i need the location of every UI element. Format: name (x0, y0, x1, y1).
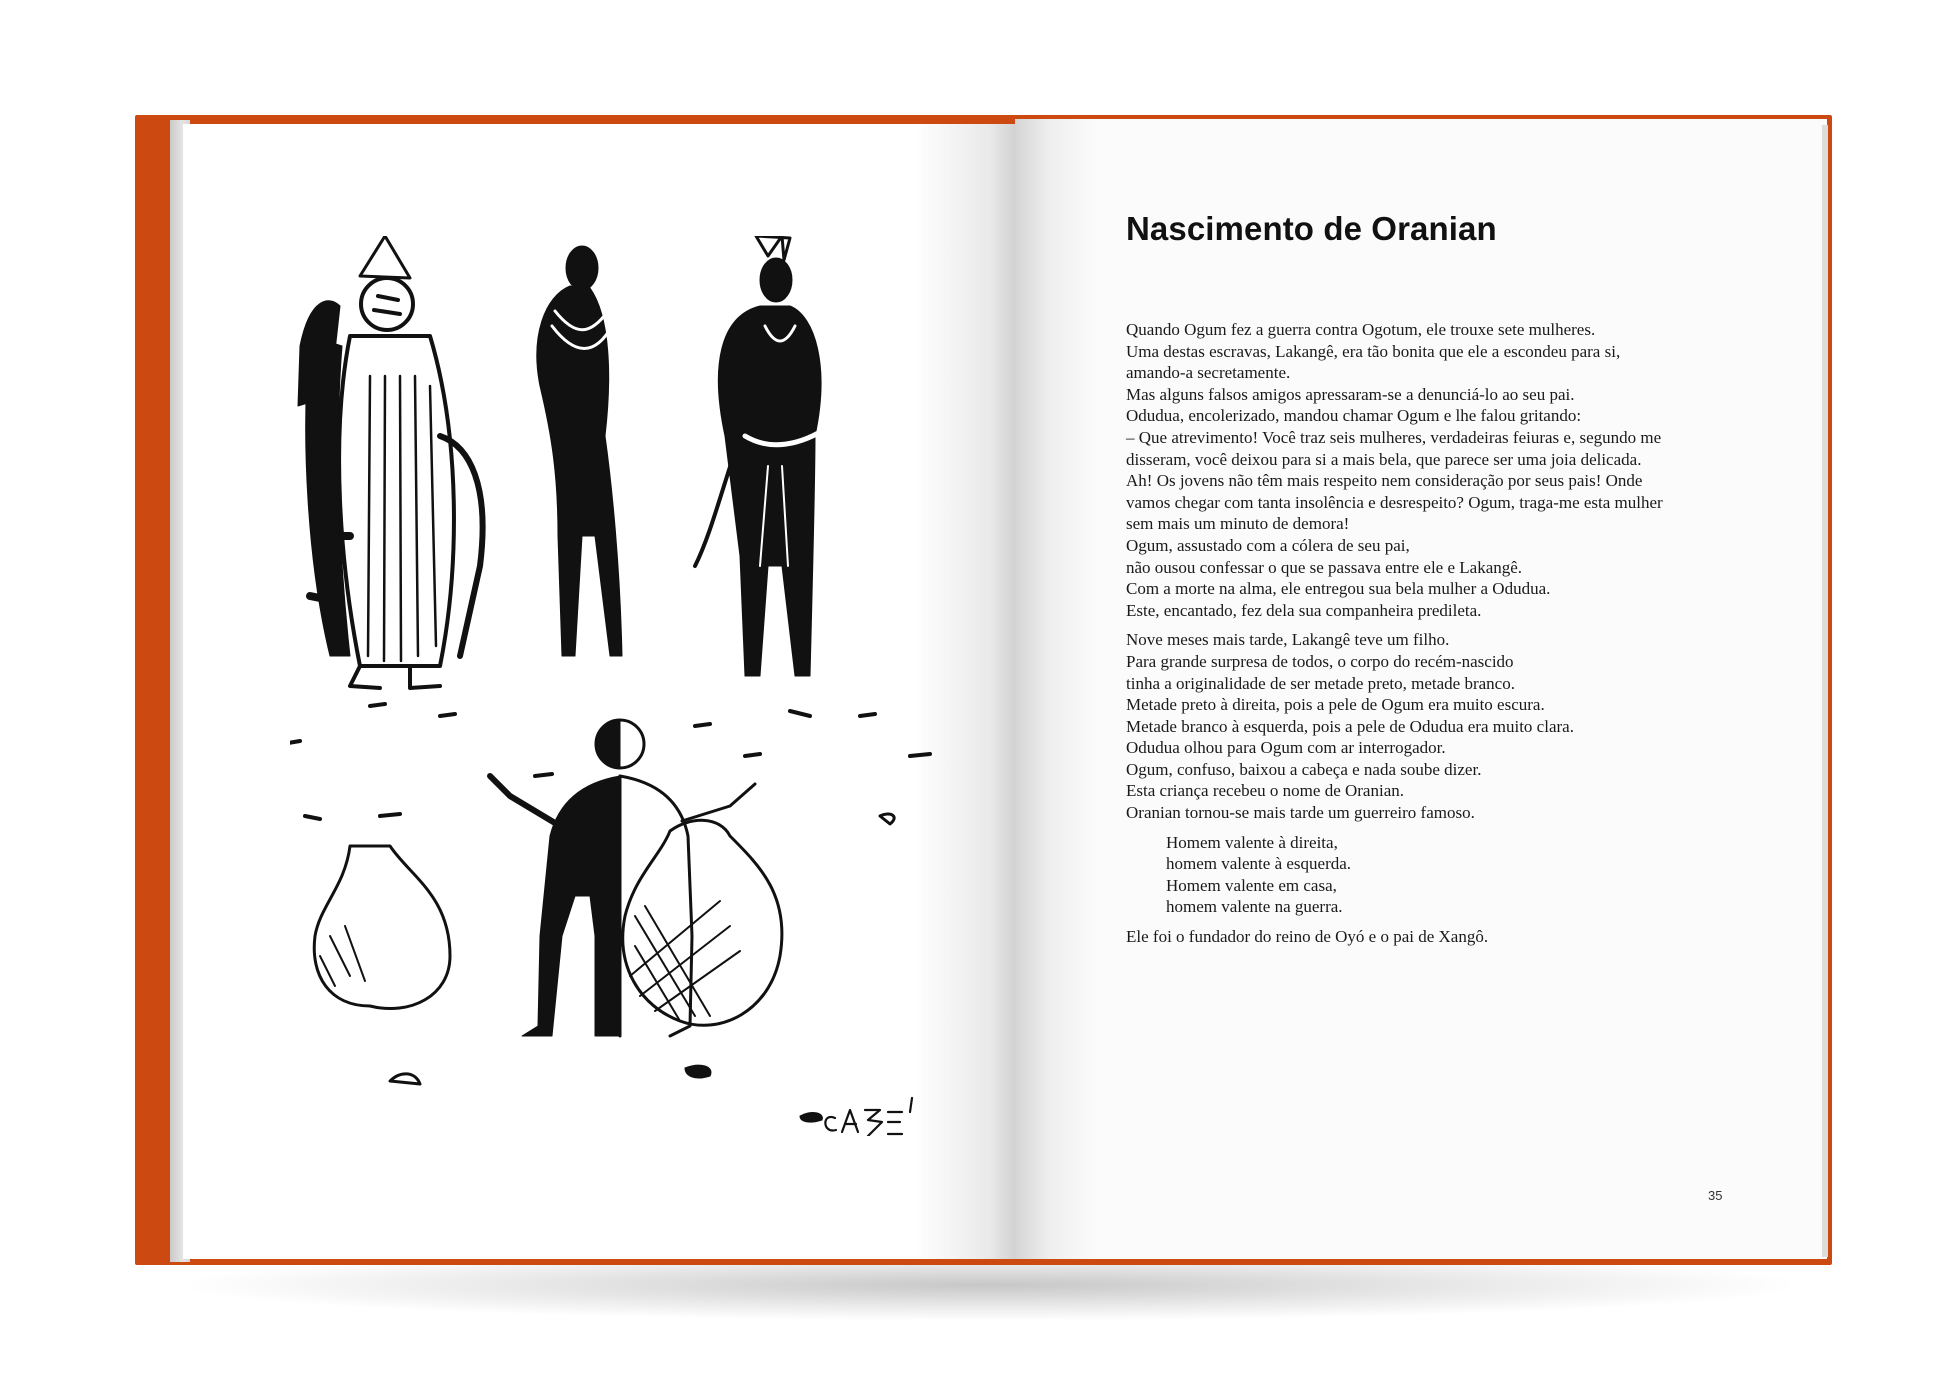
text-line: Uma destas escravas, Lakangê, era tão bonita que ele a escondeu para si, (1126, 341, 1621, 361)
ink-illustration (290, 236, 970, 1136)
text-line: Oranian tornou-se mais tarde um guerreiro famoso. (1126, 803, 1475, 823)
text-line: Metade preto à direita, pois a pele de Ogum era muito escura. (1126, 695, 1545, 715)
text-line: Com a morte na alma, ele entregou sua bela mulher a Odudua. (1126, 579, 1551, 599)
verse-line: Homem valente em casa, (1166, 875, 1337, 895)
text-line: disseram, você deixou para si a mais bela, que parece ser uma joia delicada. (1126, 449, 1642, 469)
text-line: Quando Ogum fez a guerra contra Ogotum, ele trouxe sete mulheres. (1126, 320, 1596, 339)
seated-chief-figure (298, 236, 483, 688)
paragraph-2 (1126, 629, 1736, 823)
text-line: sem mais um minuto de demora! (1126, 514, 1350, 534)
text-line: Ah! Os jovens não têm mais respeito nem consideração por seus pais! Onde (1126, 471, 1643, 491)
text-line: Esta criança recebeu o nome de Oranian. (1126, 781, 1404, 801)
chapter-title: Nascimento de Oranian (1126, 210, 1497, 247)
page-number: 35 (1708, 1188, 1723, 1203)
verse-line: Homem valente à direita, (1166, 832, 1338, 852)
right-pot (623, 820, 782, 1025)
text-line: amando-a secretamente. (1126, 363, 1291, 383)
verse-line: homem valente à esquerda. (1166, 854, 1352, 874)
text-line: vamos chegar com tanta insolência e desrespeito? Ogum, traga-me esta mulher (1126, 492, 1663, 512)
text-line: Metade branco à esquerda, pois a pele de Odudua era muito clara. (1126, 716, 1574, 736)
text-line: Este, encantado, fez dela sua companheira predileta. (1126, 600, 1482, 620)
left-pot (314, 846, 450, 1009)
verse (1126, 832, 1736, 918)
text-line: Odudua, encolerizado, mandou chamar Ogum e lhe falou gritando: (1126, 406, 1582, 426)
text-line: Para grande surpresa de todos, o corpo do recém-nascido (1126, 651, 1514, 671)
text-line: Odudua olhou para Ogum com ar interrogador. (1126, 738, 1446, 758)
paragraph-1 (1126, 319, 1736, 621)
standing-warrior-figure (695, 236, 830, 676)
signature (825, 1098, 912, 1136)
standing-woman-figure (537, 246, 622, 656)
story-text (1126, 319, 1736, 956)
text-line: Ogum, confuso, baixou a cabeça e nada soube dizer. (1126, 759, 1482, 779)
text-line: Mas alguns falsos amigos apressaram-se a denunciá-lo ao seu pai. (1126, 384, 1575, 404)
text-line: não ousou confessar o que se passava entre ele e Lakangê. (1126, 557, 1523, 577)
verse-line: homem valente na guerra. (1166, 897, 1343, 917)
right-page-edges (1822, 125, 1828, 1257)
text-line: Ogum, assustado com a cólera de seu pai, (1126, 535, 1410, 555)
text-line: – Que atrevimento! Você traz seis mulheres, verdadeiras feiuras e, segundo me (1126, 427, 1662, 447)
text-line: Nove meses mais tarde, Lakangê teve um filho. (1126, 630, 1450, 650)
text-line: tinha a originalidade de ser metade preto, metade branco. (1126, 673, 1515, 693)
closing-line: Ele foi o fundador do reino de Oyó e o pai de Xangô. (1126, 927, 1489, 947)
child-oranian-figure (490, 720, 755, 1036)
